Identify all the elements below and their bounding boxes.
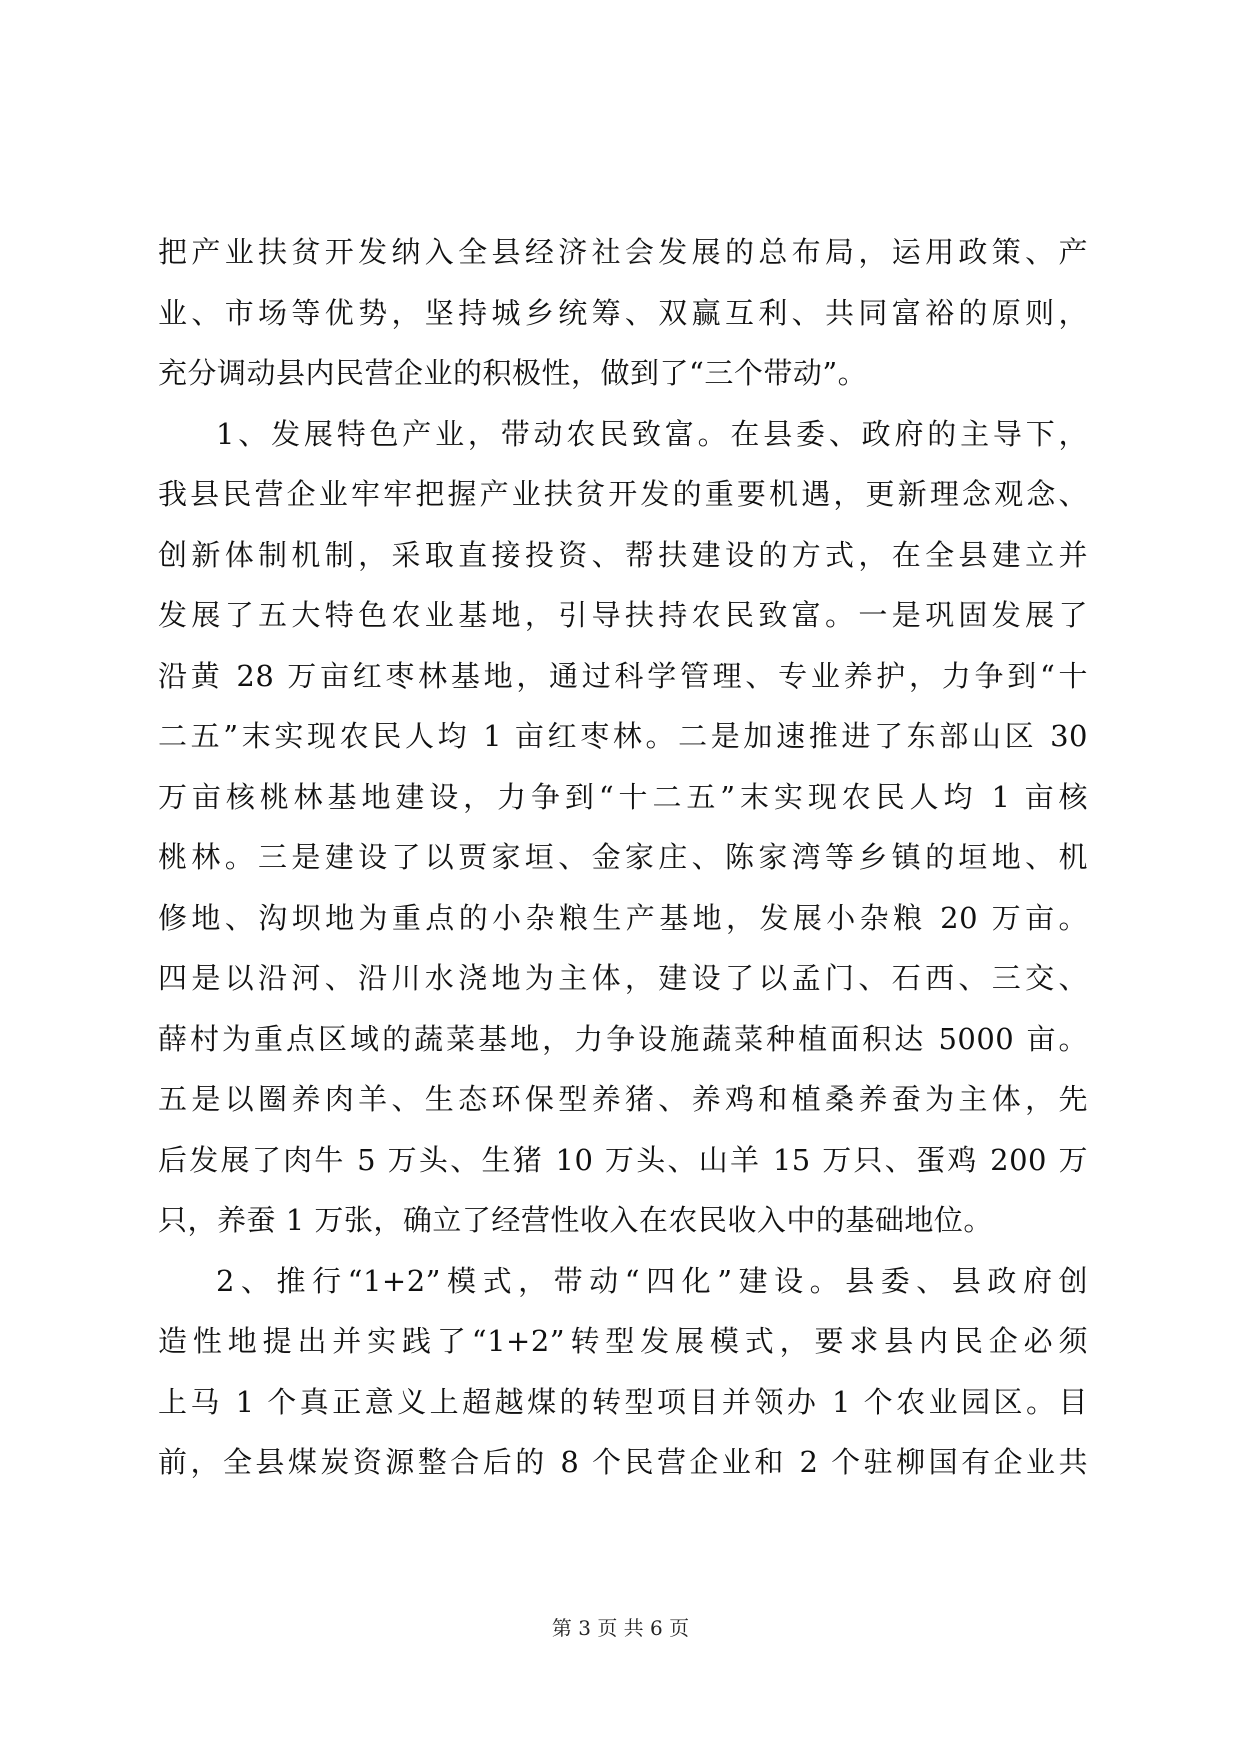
text-line: 沿黄 28 万亩红枣林基地，通过科学管理、专业养护，力争到“十 [158, 658, 1088, 693]
page-number-footer: 第 3 页 共 6 页 [551, 1616, 690, 1640]
text-line: 修地、沟坝地为重点的小杂粮生产基地，发展小杂粮 20 万亩。 [158, 900, 1088, 935]
text-line: 创新体制机制，采取直接投资、帮扶建设的方式，在全县建立并 [158, 537, 1088, 572]
text-line: 我县民营企业牢牢把握产业扶贫开发的重要机遇，更新理念观念、 [158, 477, 1088, 511]
text-line: 薛村为重点区域的蔬菜基地，力争设施蔬菜种植面积达 5000 亩。 [158, 1021, 1088, 1056]
text-line: 四是以沿河、沿川水浇地为主体，建设了以孟门、石西、三交、 [158, 961, 1088, 995]
text-line: 前，全县煤炭资源整合后的 8 个民营企业和 2 个驻柳国有企业共 [158, 1445, 1088, 1479]
text-line: 桃林。三是建设了以贾家垣、金家庄、陈家湾等乡镇的垣地、机 [158, 840, 1088, 874]
text-line: 发展了五大特色农业基地，引导扶持农民致富。一是巩固发展了 [158, 598, 1088, 632]
text-line: 把产业扶贫开发纳入全县经济社会发展的总布局，运用政策、产 [158, 235, 1088, 269]
text-line: 造性地提出并实践了“1+2”转型发展模式，要求县内民企必须 [158, 1324, 1088, 1358]
text-line: 上马 1 个真正意义上超越煤的转型项目并领办 1 个农业园区。目 [158, 1384, 1088, 1419]
text-line: 充分调动县内民营企业的积极性，做到了“三个带动”。 [158, 356, 868, 390]
text-line: 只，养蚕 1 万张，确立了经营性收入在农民收入中的基础地位。 [158, 1203, 993, 1237]
text-line: 后发展了肉牛 5 万头、生猪 10 万头、山羊 15 万只、蛋鸡 200 万 [158, 1142, 1088, 1177]
document-body [158, 222, 1088, 1493]
text-line: 五是以圈养肉羊、生态环保型养猪、养鸡和植桑养蚕为主体，先 [158, 1082, 1088, 1116]
text-line: 万亩核桃林基地建设，力争到“十二五”末实现农民人均 1 亩核 [158, 779, 1088, 814]
paragraph-start-line: 2、推行“1+2”模式，带动“四化”建设。县委、县政府创 [216, 1263, 1088, 1298]
text-line: 业、市场等优势，坚持城乡统筹、双赢互利、共同富裕的原则， [158, 295, 1088, 330]
text-line: 二五”末实现农民人均 1 亩红枣林。二是加速推进了东部山区 30 [158, 719, 1088, 753]
paragraph-start-line: 1、发展特色产业，带动农民致富。在县委、政府的主导下， [216, 416, 1088, 451]
